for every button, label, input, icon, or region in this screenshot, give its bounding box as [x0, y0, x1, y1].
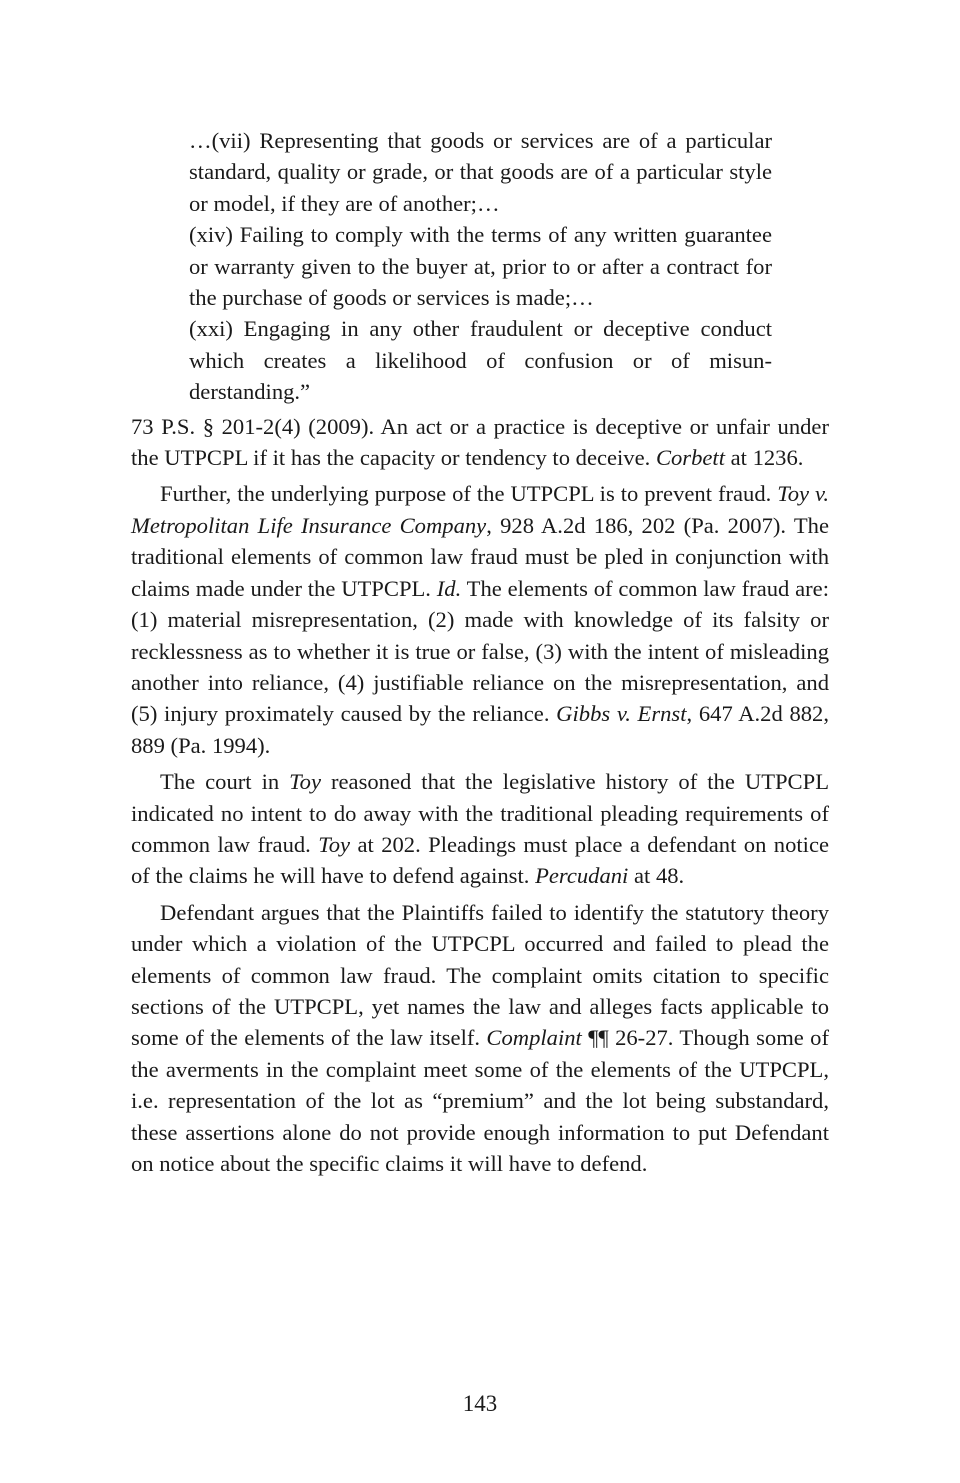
text-run: , 928 A.2d 186, 202 (Pa. 2007). The traditional elements of common law fraud must be pled in conjunction with claims made under the UTPCPL. [131, 512, 829, 601]
text-run: ¶¶ 26-27. Though some of the averments in the complaint meet some of the elements of the UTPCPL, i.e. representation of the lot as “premium” and the lot being substandard, these assertions alone do not provide enough information to put Defendant on notice about the specific claims it will have to defend. [131, 1025, 830, 1176]
text-run: at 1236. [724, 445, 804, 471]
case-citation: Toy [318, 831, 351, 857]
text-run: The court in [160, 769, 290, 795]
quote-item-vii: …(vii) Representing that goods or services are of a particular standard, quality or grade, or that goods are of a particular style or model, if they are of another;… [189, 128, 772, 216]
text-run: Further, the underlying purpose of the UTPCPL is to prevent fraud. [160, 481, 778, 507]
case-citation: Percudani [535, 863, 629, 889]
text-run: at 48. [628, 863, 685, 889]
case-citation: Gibbs v. Ernst [556, 701, 687, 727]
complaint-citation: Complaint [486, 1025, 582, 1051]
case-citation: Toy v. Metropolitan Life Insurance Company [131, 481, 830, 538]
text-run: , 647 A.2d 882, 889 (Pa. 1994). [131, 701, 829, 758]
quote-item-xiv: (xiv) Failing to comply with the terms of any written guarantee or warranty given to the buyer at, prior to or after a contract for the purchase of goods or services is made;… [189, 222, 772, 311]
text-run: The elements of common law fraud are: (1) material misrepresentation, (2) made with knowledge of its falsity or recklessness as to whether it is true or false, (3) with the intent of misleading another into reliance, (4) justifiable reliance on the misrepresentation, and (5) injury proximately caused by the reliance. [131, 575, 829, 727]
case-citation: Corbett [655, 445, 725, 471]
text-run: at 202. Pleadings must place a defendant on notice of the claims he will have to defend against. [131, 831, 829, 889]
case-citation: Toy [289, 769, 321, 795]
page-body [131, 125, 829, 1179]
case-citation: Id. [436, 575, 462, 601]
quote-item-xxi: (xxi) Engaging in any other fraudulent or deceptive conduct which creates a likelihood of confusion or of misunderstanding.” [189, 316, 772, 405]
page-number: 143 [462, 1391, 498, 1416]
block-quote [189, 125, 772, 408]
paragraph-fraud-elements [131, 478, 829, 761]
paragraph-defendant-argument [131, 897, 829, 1180]
text-run: reasoned that the legislative history of the UTPCPL indicated no intent to do away with the traditional pleading requirements of common law fraud. [131, 769, 829, 857]
text-run: 73 P.S. § 201-2(4) (2009). An act or a practice is deceptive or unfair under the UTPCPL if it has the capacity or tendency to deceive. [131, 413, 829, 471]
paragraph-statute-citation [131, 411, 829, 474]
paragraph-legislative-history [131, 766, 829, 892]
text-run: Defendant argues that the Plaintiffs failed to identify the statutory theory under which a violation of the UTPCPL occurred and failed to plead the elements of common law fraud. The complaint omits citation to specific sections of the UTPCPL, yet names the law and alleges facts applicable to some of the elements of the law itself. [131, 899, 829, 1051]
